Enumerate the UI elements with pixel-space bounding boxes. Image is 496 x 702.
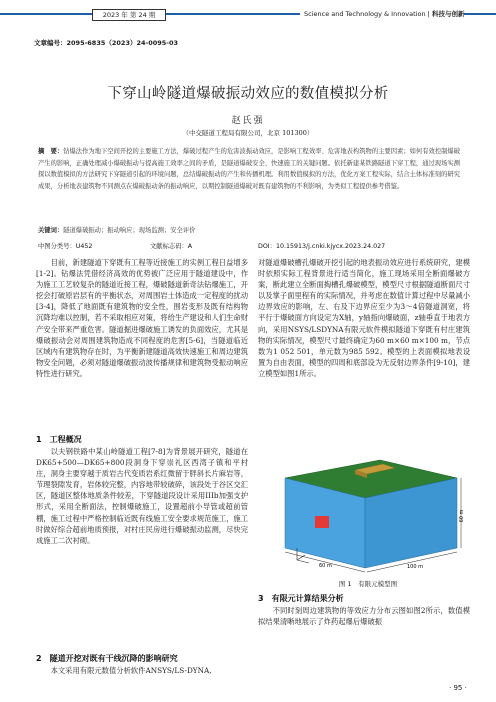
axis-x (297, 560, 309, 563)
section-3-title: 3 有限元计算结果分析 (258, 594, 344, 603)
paper-title: 下穿山岭隧道爆破振动效应的数值模拟分析 (107, 86, 389, 102)
fe-model-figure (275, 456, 465, 576)
journal-header (300, 8, 464, 20)
section-2-title: 2 隧道开挖对既有干线沉降的影响研究 (36, 654, 178, 663)
issue-badge: 2023 年 第 24 期 (92, 9, 166, 21)
article-number: 文章编号：2095-6835（2023）24-0095-03 (34, 39, 179, 47)
dim-length-label: 100 m (407, 564, 424, 570)
doc-code: 文献标志码：A (150, 243, 193, 250)
keywords-text: 隧道爆破振动；振动响应；现场监测；安全评价 (63, 227, 196, 234)
keywords (38, 225, 195, 234)
section-1-title: 1 工程概况 (36, 435, 82, 444)
doi: DOI：10.15913/j.cnki.kjycx.2023.24.027 (258, 243, 386, 250)
dim-height-label: 60 m (459, 509, 465, 523)
abstract-label: 摘 要： (38, 148, 64, 155)
keywords-label: 关键词： (38, 227, 64, 234)
page-number: · 95 · (449, 684, 467, 692)
header-separator: | (427, 10, 432, 18)
tunnel-face (315, 516, 329, 528)
clc-number: 中图分类号：U452 (38, 243, 93, 250)
model-description: 对隧道爆破槽孔爆破开挖引起的地表振动效应进行系统研究，建模时依照实际工程背景进行适当简化，施工现场采用全断面爆破方案，断此建立全断面掏槽孔爆破模型，模型尺寸根据隧道断面尺寸以及掌子面里程有的实际情况，并考虑在数值计算过程中尽量减小边界效应的影响，左、右及下边界应至少为3～4倍隧道洞宽，将平行于爆破面方向设定为X轴，y轴指向爆破面，z轴垂直于地表方向，采用NSYS/LSDYNA有限元软件模拟隧道下穿既有村庄建筑物的实际情况，模型尺寸最终确定为60 m×60 m×100 m，节点数为1 052 501，单元数为985 592。模型的上表面模拟地表设置为自由表面，模型的四周和底部设为无反射边界条件[9-10]，建立模型如图1所示。 (258, 258, 470, 378)
journal-cn: 科技与创新 (431, 10, 465, 18)
intro-paragraph: 目前，新建隧道下穿既有工程等近接施工的实例工程日益增多[1-2]。钻爆法凭借经济高效的优势被广泛应用于隧道建设中，作为施工工艺较复杂的隧道近接工程，爆破隧道新奇法钻爆施工，开挖会打破原岩层有的平衡状态，对周围岩土体造成一定程度的扰动[3-4]，降低了地面既有建筑物的安全性，围岩变形及既有结构物沉降均难以控制，若不采取相应对策，将给生产建设和人们生命财产安全带来严重危害。隧道掘进爆破施工诱发的负面效应，尤其是爆破振动会对周围建筑物造成不同程度的危害[5-6]，当隧道临近区域内有建筑物存在时，为平衡新建隧道高效快速施工和周边建筑物安全问题，必须对隧道爆破振动波传播规律和建筑物受振动响应特性进行研究。 (36, 258, 248, 378)
affiliation: （中交隧道工程局有限公司，北京 101300） (182, 129, 314, 137)
section-3-text: 不同时刻周边建筑物的等效应力分布云图如图2所示，数值模拟结果清晰地展示了炸药起爆后爆破振 (258, 606, 470, 627)
journal-en: Science and Technology & Innovation (304, 10, 426, 18)
figure-caption: 图 1 有限元模型图 (338, 580, 398, 588)
abstract-text: 钻爆法作为地下空间开挖的主要施工方法，爆破过程产生的危害波振动效应，是影响工程效率、危害地表构筑物的主要因素；如何有效控制爆破产生的影响，正确处理减小爆破振动与提高施工效率之间的矛盾，是隧道爆破安全、快速施工的关键问题。依托新建某铁路隧道下穿工程，通过现场实测探以数值模拟的方法研究下穿隧道引起的环境问题，总结爆破振动的产生和传播机理。利用数值模拟的方法，优化方案工程实际，结合土体标准刻的研究成果，分析地表建筑物不同测点在爆破振动条的振动响应，以期控制隧道爆破对既有建筑物的不利影响，为类似工程提供参考借鉴。 (38, 148, 461, 190)
abstract (38, 146, 460, 192)
author: 赵氏强 (231, 116, 265, 126)
dim-width-label: 60 m (319, 563, 332, 569)
section-1-text: 以夫钢铁路中某山岭隧道工程[7-8]为背景展开研究，隧道在DK65+500—DK65+800段洞身下穿崇礼区西湾子镇和平村庄，洞身主要穿越于质岩古代变质岩系红微留于胖斜长片麻岩等，节理裂隙发育，岩体较完整，内容地带较破碎，该段处于谷区交汇区，隧道区整体地质条件较差，下穿隧道段设计采用IIIb加强支护形式，采用全断面法，控制爆破施工，设置超前小导管或超前管棚，施工过程中严格控制临近既有线施工安全要求规范施工，施工时做好综合超前地质预报，对村庄民房进行爆破振动监测，尽快完成施工二次衬砌。 (36, 447, 248, 545)
section-2-text: 本文采用有限元数值分析软件ANSYS/LS-DYNA, (50, 666, 212, 675)
